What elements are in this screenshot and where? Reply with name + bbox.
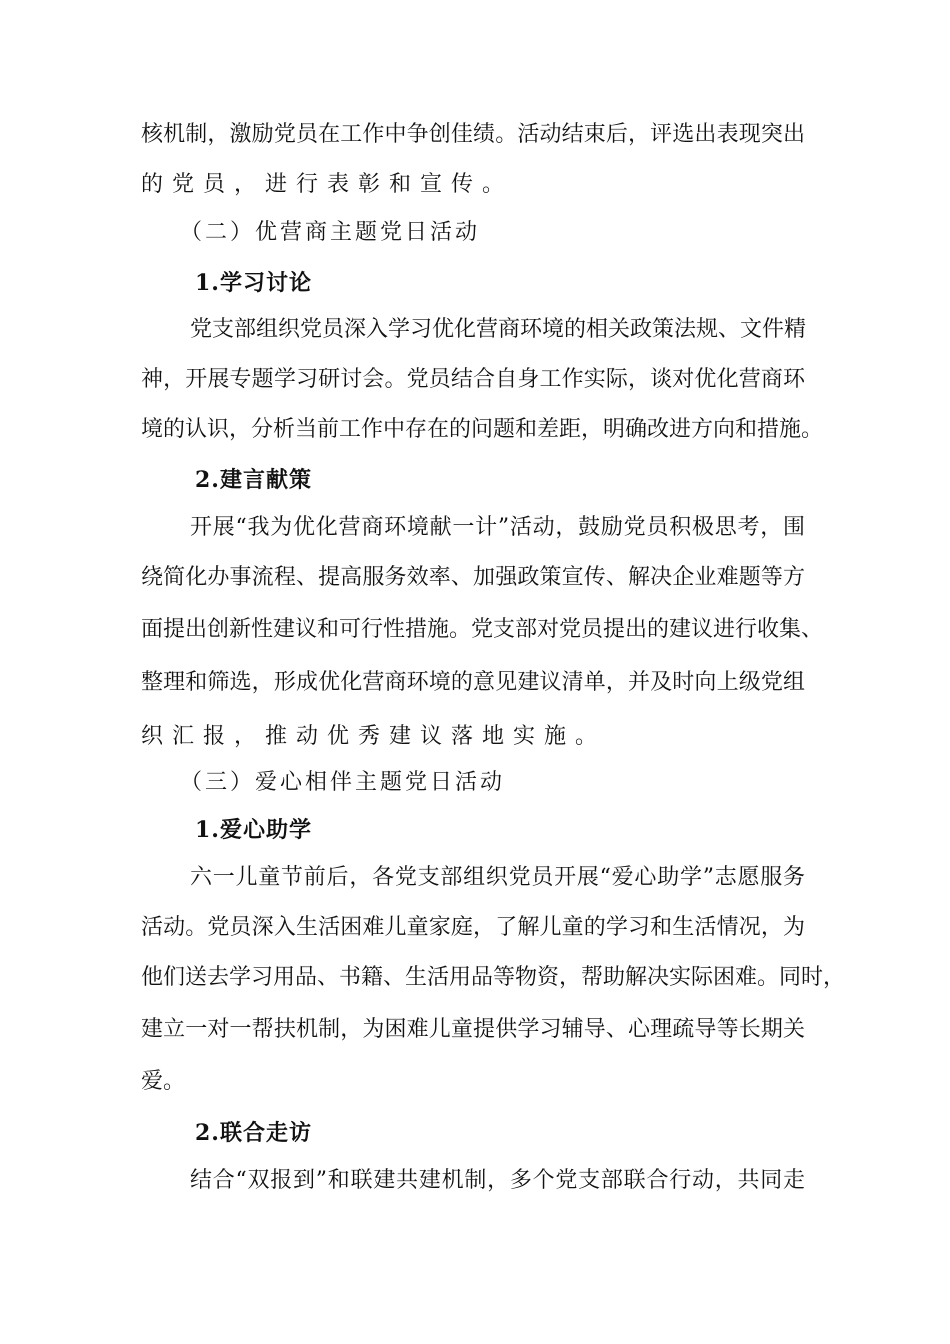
paragraph-line: 织汇报，推动优秀建议落地实施。 [141, 724, 607, 749]
paragraph-line: 爱。 [141, 1069, 186, 1094]
paragraph-line: 建立一对一帮扶机制，为困难儿童提供学习辅导、心理疏导等长期关 [141, 1017, 805, 1042]
section-heading: （二）优营商主题党日活动 [180, 220, 481, 245]
paragraph-line: 开展“我为优化营商环境献一计”活动，鼓励党员积极思考，围 [190, 515, 805, 540]
paragraph-line: 党支部组织党员深入学习优化营商环境的相关政策法规、文件精 [190, 317, 807, 342]
paragraph-line: 神，开展专题学习研讨会。党员结合自身工作实际，谈对优化营商环 [141, 367, 805, 392]
section-heading: （三）爱心相伴主题党日活动 [180, 770, 506, 795]
paragraph-line: 他们送去学习用品、书籍、生活用品等物资，帮助解决实际困难。同时， [141, 965, 846, 990]
paragraph-line: 整理和筛选，形成优化营商环境的意见建议清单，并及时向上级党组 [141, 670, 805, 695]
subsection-heading: 2.建言献策 [195, 467, 312, 493]
paragraph-line: 面提出创新性建议和可行性措施。党支部对党员提出的建议进行收集、 [141, 617, 824, 642]
paragraph-line: 的党员，进行表彰和宣传。 [141, 172, 514, 197]
paragraph-line: 六一儿童节前后，各党支部组织党员开展“爱心助学”志愿服务 [190, 865, 805, 890]
subsection-heading: 2.联合走访 [195, 1120, 312, 1146]
subsection-heading: 1.学习讨论 [195, 270, 312, 296]
paragraph-line: 绕简化办事流程、提高服务效率、加强政策宣传、解决企业难题等方 [141, 565, 805, 590]
subsection-heading: 1.爱心助学 [195, 817, 312, 843]
paragraph-line: 结合“双报到”和联建共建机制，多个党支部联合行动，共同走 [190, 1168, 805, 1193]
paragraph-line: 境的认识，分析当前工作中存在的问题和差距，明确改进方向和措施。 [141, 417, 824, 442]
paragraph-line: 核机制，激励党员在工作中争创佳绩。活动结束后，评选出表现突出 [141, 122, 805, 147]
paragraph-line: 活动。党员深入生活困难儿童家庭，了解儿童的学习和生活情况，为 [141, 915, 805, 940]
